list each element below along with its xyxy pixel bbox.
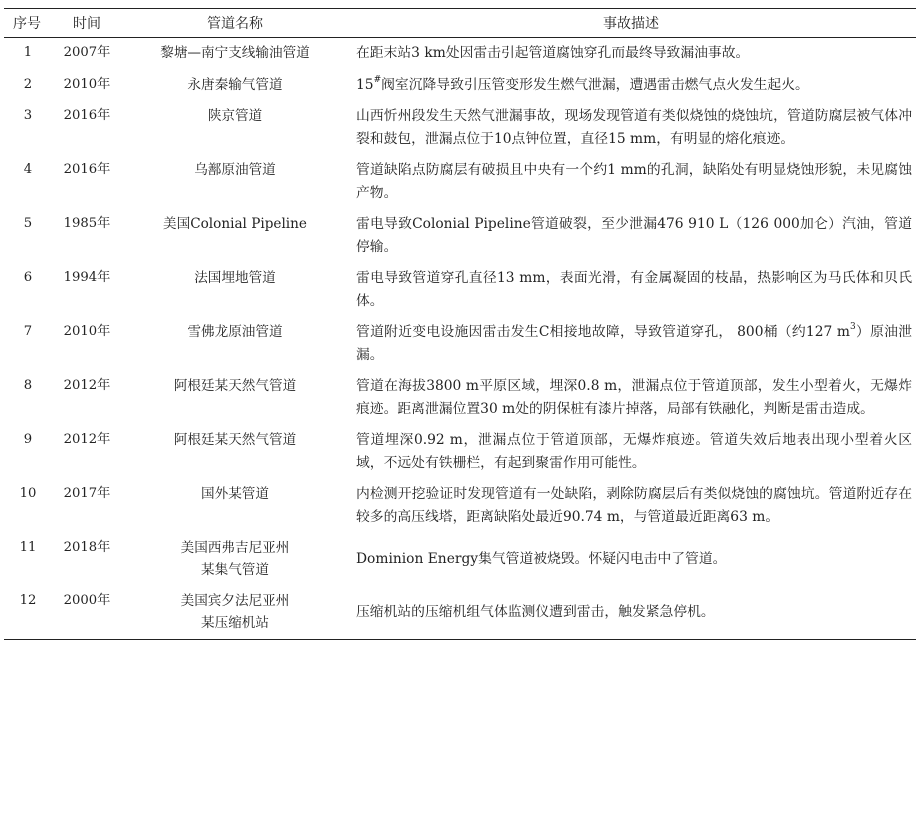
row-pipeline-name: 国外某管道 [201,486,269,502]
description-superscript: 3 [850,322,856,333]
row-pipeline-name [124,533,346,586]
table-row [4,70,916,102]
row-pipeline-name: 永唐秦输气管道 [187,76,283,93]
pipeline-name-line2: 某压缩机站 [201,615,269,631]
row-pipeline-name: 陕京管道 [207,108,263,124]
row-description: 雷电导致Colonial Pipeline管道破裂，至少泄漏476 910 L（126 000加仑）汽油，管道停输。 [356,216,912,255]
row-index: 10 [19,486,37,501]
table-row [4,209,916,263]
description-rest: ）原油泄漏。 [356,324,913,363]
row-pipeline-name: 阿根廷某天然气管道 [173,378,297,394]
row-year: 2016年 [63,108,111,123]
row-index: 12 [19,593,37,608]
row-year: 2000年 [63,593,111,608]
row-pipeline-name [124,586,346,640]
row-description: 管道在海拔3800 m平原区域，埋深0.8 m，泄漏点位于管道顶部，发生小型着火，无爆炸痕迹。距离泄漏位置30 m处的阴保桩有漆片掉落，局部有铁融化，判断是雷击造成。 [356,378,912,417]
header-index: 序号 [13,16,41,32]
table-row [4,425,916,479]
table-row [4,38,916,70]
row-pipeline-name: 乌鄯原油管道 [194,162,276,178]
row-year: 2017年 [63,486,111,501]
row-index: 8 [23,378,33,393]
row-index: 11 [19,540,37,555]
row-pipeline-name: 美国Colonial Pipeline [163,216,307,232]
row-pipeline-name: 法国埋地管道 [194,270,276,286]
row-index: 6 [23,270,33,285]
table-row [4,317,916,371]
table-row [4,263,916,317]
row-index: 5 [23,216,33,231]
table-row [4,155,916,209]
row-year: 2007年 [63,45,111,60]
row-description: Dominion Energy集气管道被烧毁。怀疑闪电击中了管道。 [356,550,727,567]
row-index: 3 [23,108,33,123]
row-description: 管道缺陷点防腐层有破损且中央有一个约1 mm的孔洞，缺陷处有明显烧蚀形貌，未见腐蚀产物。 [356,162,912,201]
row-index: 7 [23,324,33,339]
row-pipeline-name: 黎塘—南宁支线输油管道 [160,45,310,61]
row-pipeline-name: 阿根廷某天然气管道 [173,432,297,448]
row-description [346,317,916,371]
row-description: 山西忻州段发生天然气泄漏事故，现场发现管道有类似烧蚀的烧蚀坑，管道防腐层被气体冲裂和鼓包，泄漏点位于10点钟位置，直径15 mm，有明显的熔化痕迹。 [356,108,912,147]
header-row [4,9,916,38]
row-year: 2016年 [63,162,111,177]
row-year: 1985年 [63,216,111,231]
row-description: 压缩机站的压缩机组气体监测仪遭到雷击，触发紧急停机。 [356,603,715,620]
row-pipeline-name: 雪佛龙原油管道 [187,324,283,340]
row-year: 2012年 [63,432,111,447]
table-row [4,479,916,533]
row-description: 内检测开挖验证时发现管道有一处缺陷，剥除防腐层后有类似烧蚀的腐蚀坑。管道附近存在较多的高压线塔，距离缺陷处最近90.74 m，与管道最近距离63 m。 [356,486,912,525]
table-row [4,533,916,586]
row-description: 在距末站3 km处因雷击引起管道腐蚀穿孔而最终导致漏油事故。 [356,45,750,61]
row-index: 9 [23,432,33,447]
row-index: 4 [23,162,33,177]
row-description [346,70,916,102]
incident-table-container [4,8,916,640]
table-row [4,101,916,155]
row-year: 2010年 [63,76,111,92]
incident-table [4,8,916,640]
row-index: 2 [23,76,33,92]
description-rest: 阀室沉降导致引压管变形发生燃气泄漏，遭遇雷击燃气点火发生起火。 [381,76,809,93]
header-pipeline-name: 管道名称 [207,16,263,32]
description-prefix: 15 [356,76,374,93]
row-year: 2010年 [63,324,111,339]
row-year: 1994年 [63,270,111,285]
pipeline-name-line1: 美国宾夕法尼亚州 [180,593,290,609]
pipeline-name-line1: 美国西弗吉尼亚州 [180,540,290,556]
row-description: 管道埋深0.92 m，泄漏点位于管道顶部，无爆炸痕迹。管道失效后地表出现小型着火区域，不远处有铁栅栏，有起到聚雷作用可能性。 [356,432,912,471]
row-index: 1 [23,45,33,60]
description-superscript: # [373,74,382,85]
row-year: 2012年 [63,378,111,393]
pipeline-name-line2: 某集气管道 [201,562,269,578]
description-prefix: 管道附近变电设施因雷击发生C相接地故障，导致管道穿孔， 800桶（约127 m [356,324,851,340]
table-row [4,371,916,425]
row-year: 2018年 [63,540,111,555]
table-row [4,586,916,640]
row-description: 雷电导致管道穿孔直径13 mm，表面光滑，有金属凝固的枝晶，热影响区为马氏体和贝氏体。 [356,270,912,309]
header-year: 时间 [73,16,101,32]
header-description: 事故描述 [603,16,659,32]
